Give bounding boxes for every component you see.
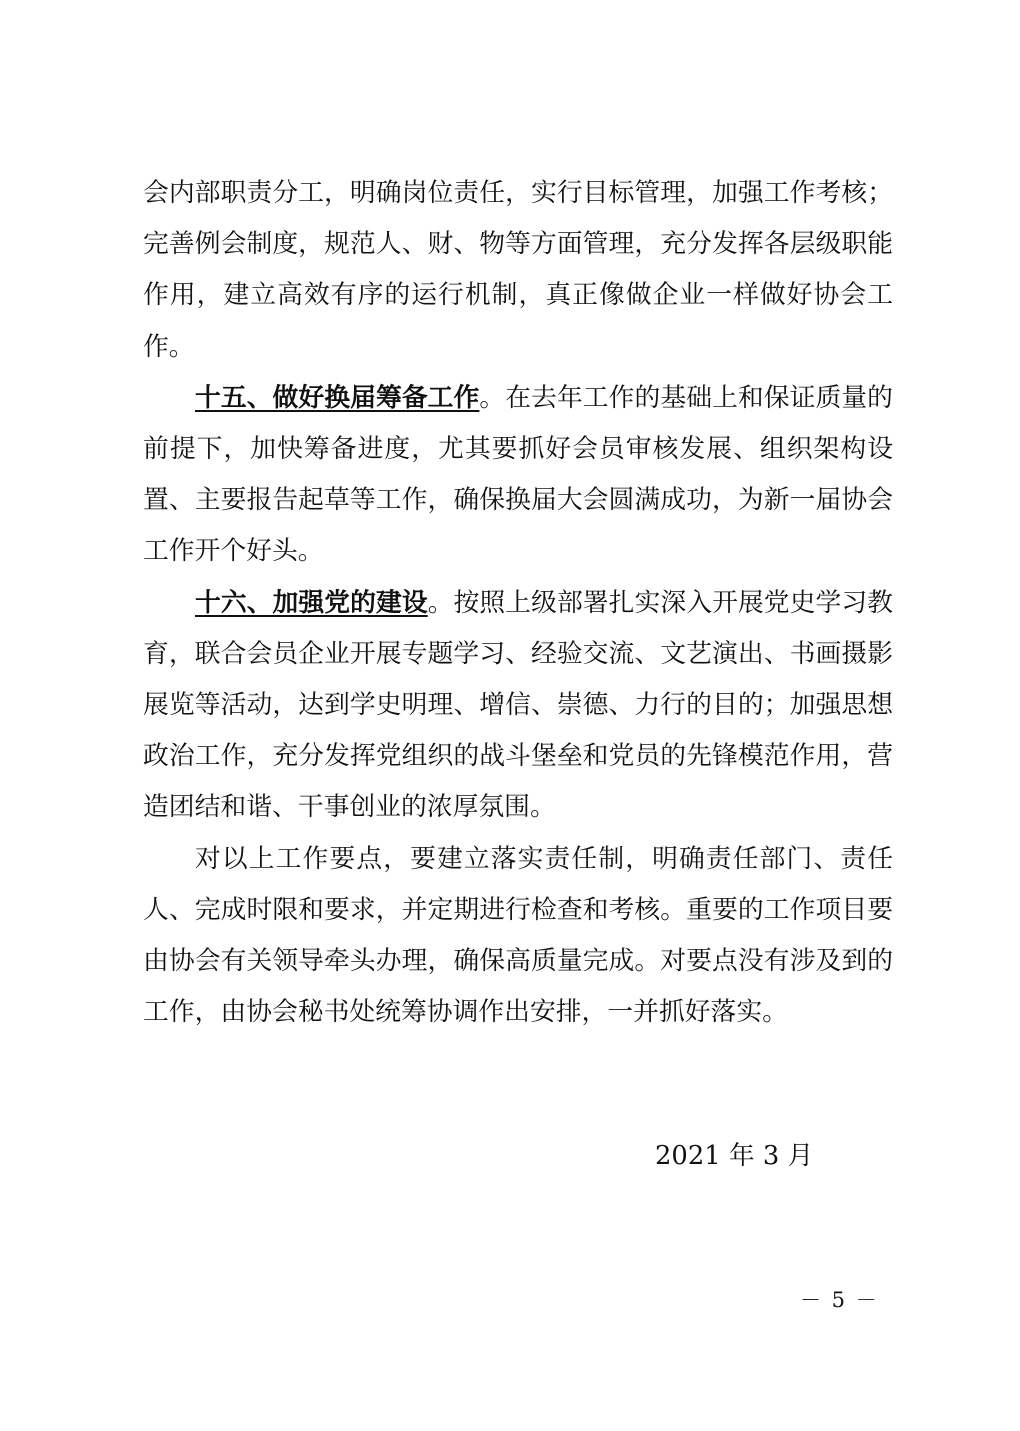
paragraph-text: 。在去年工作的基础上和保证质量的前提下，加快筹备进度，尤其要抓好会员审核发展、组织架构设置、主要报告起草等工作，确保换届大会圆满成功，为新一届协会工作开个好头。 — [143, 382, 893, 567]
paragraph-text: 对以上工作要点，要建立落实责任制，明确责任部门、责任人、完成时限和要求，并定期进行检查和考核。重要的工作项目要由协会有关领导牵头办理，确保高质量完成。对要点没有涉及到的工作，由协会秘书处统筹协调作出安排，一并抓好落实。 — [143, 843, 893, 1028]
paragraph-continuation — [143, 168, 893, 373]
document-body — [143, 168, 893, 1038]
paragraph-closing — [143, 834, 893, 1039]
page-number: － 5 － — [800, 1288, 879, 1312]
document-date: 2021 年 3 月 — [655, 1141, 814, 1171]
paragraph-text: 。按照上级部署扎实深入开展党史学习教育，联合会员企业开展专题学习、经验交流、文艺演出、书画摄影展览等活动，达到学史明理、增信、崇德、力行的目的；加强思想政治工作，充分发挥党组织的战斗堡垒和党员的先锋模范作用，营造团结和谐、干事创业的浓厚氛围。 — [143, 587, 893, 823]
section-heading: 十六、加强党的建设 — [195, 587, 428, 618]
paragraph-section-15 — [143, 373, 893, 578]
paragraph-section-16 — [143, 578, 893, 834]
paragraph-text: 会内部职责分工，明确岗位责任，实行目标管理，加强工作考核；完善例会制度，规范人、财、物等方面管理，充分发挥各层级职能作用，建立高效有序的运行机制，真正像做企业一样做好协会工作。 — [143, 178, 893, 362]
section-heading: 十五、做好换届筹备工作 — [195, 382, 480, 413]
